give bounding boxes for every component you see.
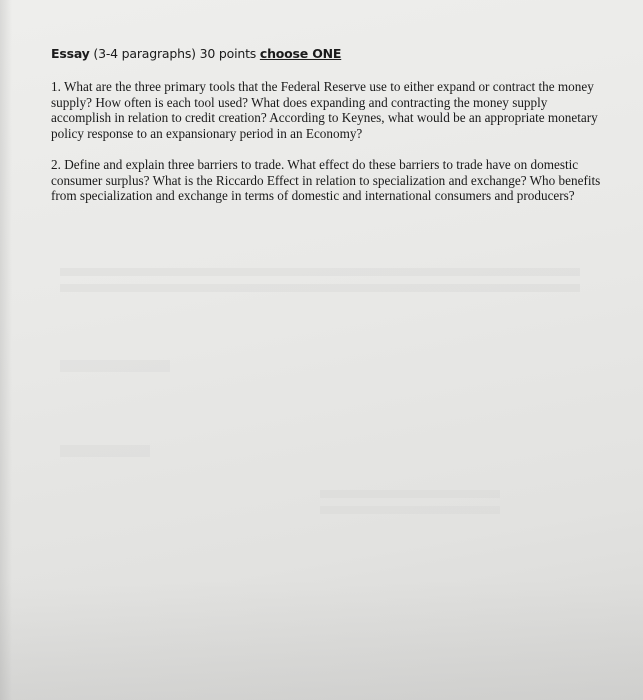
bleed-through-text	[60, 445, 150, 457]
essay-detail: (3-4 paragraphs) 30 points	[89, 46, 260, 61]
essay-choose-one: choose ONE	[259, 46, 342, 61]
question-1: 1. What are the three primary tools that the Federal Reserve use to either expand or contract the money supply? How often is each tool used? What does expanding and contracting the money supply accomplish in relation to credit creation? According to Keynes, what would be an appropriate monetary policy response to an expansionary period in an Economy?	[51, 79, 598, 141]
question-2: 2. Define and explain three barriers to trade. What effect do these barriers to trade have on domestic consumer surplus? What is the Riccardo Effect in relation to specialization and exchange? Who benefits from specialization and exchange in terms of domestic and international consumers and producers?	[51, 157, 601, 204]
bleed-through-text	[60, 360, 170, 372]
paper-shadow-bottom	[0, 580, 643, 700]
essay-header	[51, 46, 341, 61]
bleed-through-text	[60, 268, 580, 298]
essay-title: Essay	[51, 46, 90, 61]
bleed-through-text	[320, 490, 500, 518]
